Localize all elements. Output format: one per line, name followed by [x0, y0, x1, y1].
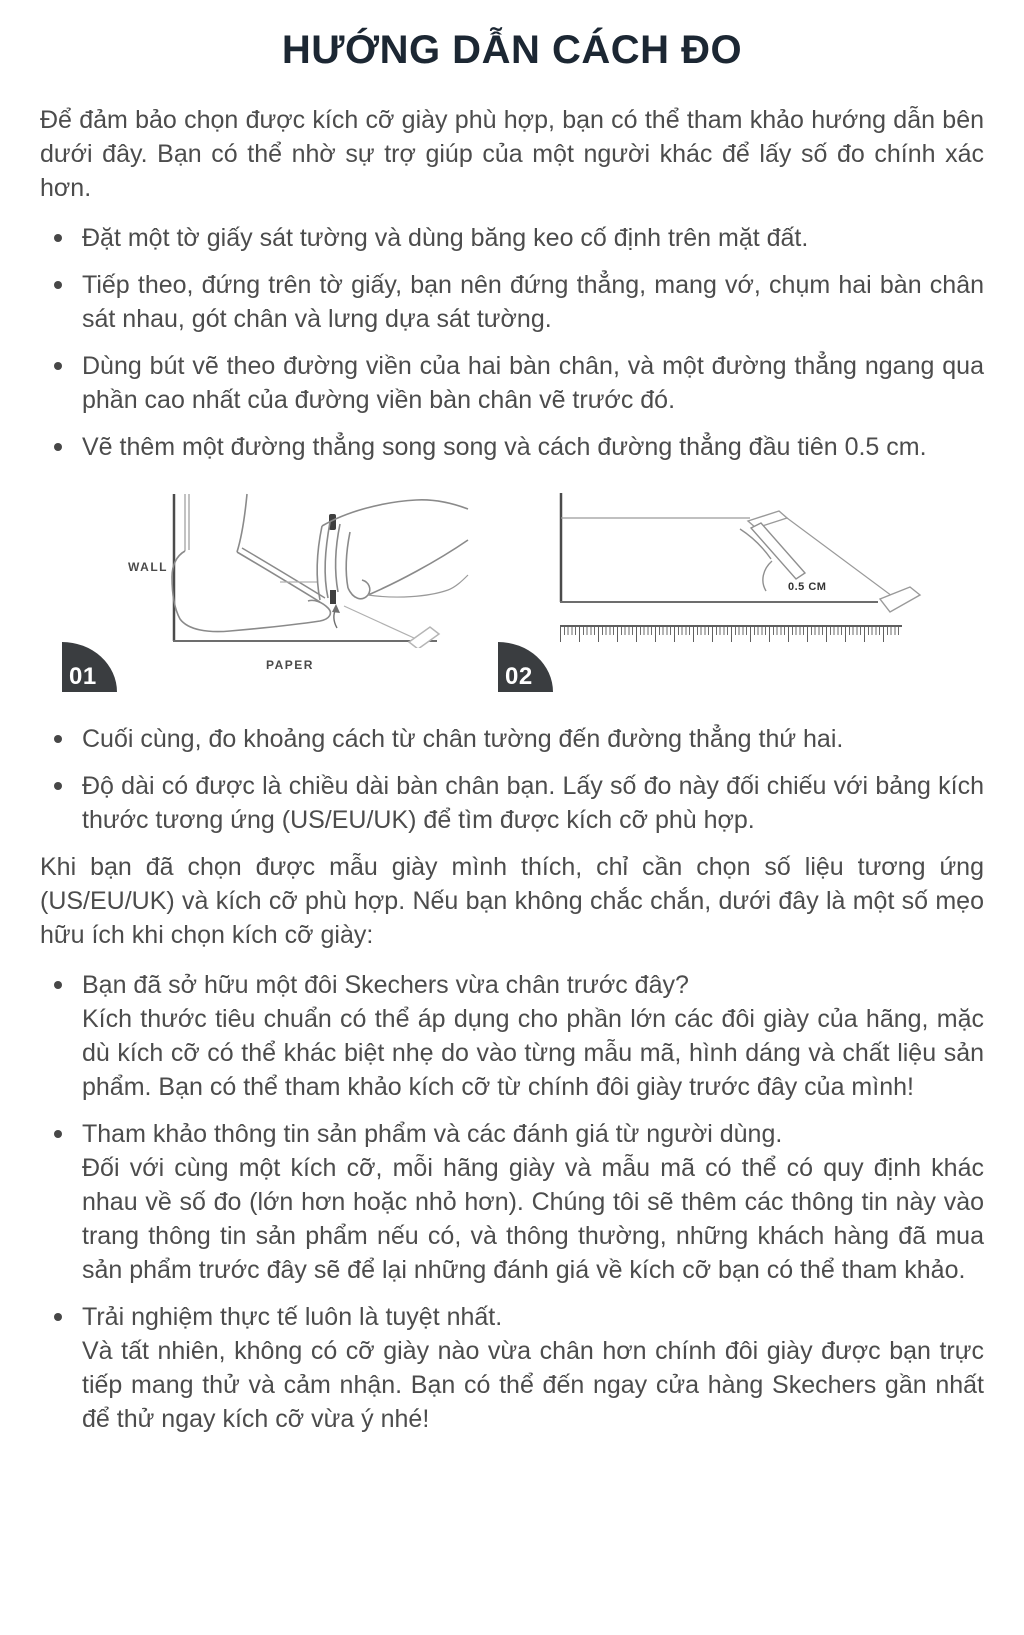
measure-step-item: Đặt một tờ giấy sát tường và dùng băng keo cố định trên mặt đất. [82, 221, 984, 255]
tip-item [82, 968, 984, 1104]
figure-2-number: 02 [505, 663, 533, 690]
tips-intro-paragraph: Khi bạn đã chọn được mẫu giày mình thích, chỉ cần chọn số liệu tương ứng (US/EU/UK) và kích cỡ phù hợp. Nếu bạn không chắc chắn, dưới đây là một số mẹo hữu ích khi chọn kích cỡ giày: [40, 853, 984, 949]
instruction-figures [40, 480, 984, 694]
tip-heading: Tham khảo thông tin sản phẩm và các đánh giá từ người dùng. [82, 1120, 783, 1148]
measure-step-item: Tiếp theo, đứng trên tờ giấy, bạn nên đứng thẳng, mang vớ, chụm hai bàn chân sát nhau, gót chân và lưng dựa sát tường. [82, 268, 984, 336]
figure-1-number: 01 [69, 663, 97, 690]
measure-step-item: Dùng bút vẽ theo đường viền của hai bàn chân, và một đường thẳng ngang qua phần cao nhất của đường viền bàn chân vẽ trước đó. [82, 349, 984, 417]
measure-step-item: Cuối cùng, đo khoảng cách từ chân tường đến đường thẳng thứ hai. [82, 722, 984, 756]
intro-paragraph: Để đảm bảo chọn được kích cỡ giày phù hợp, bạn có thể tham khảo hướng dẫn bên dưới đây. Bạn có thể nhờ sự trợ giúp của một người khác để lấy số đo chính xác hơn. [40, 106, 984, 202]
tip-body: Và tất nhiên, không có cỡ giày nào vừa chân hơn chính đôi giày được bạn trực tiếp mang thử và cảm nhận. Bạn có thể đến ngay cửa hàng Skechers gần nhất để thử ngay kích cỡ vừa ý nhé! [82, 1337, 984, 1433]
tip-item [82, 1117, 984, 1287]
measure-steps-list [40, 221, 984, 464]
tip-body: Kích thước tiêu chuẩn có thể áp dụng cho phần lớn các đôi giày của hãng, mặc dù kích cỡ có thể khác biệt nhẹ do vào từng mẫu mã, hình dáng và chất liệu sản phẩm. Bạn có thể tham khảo kích cỡ từ chính đôi giày trước đây của mình! [82, 1005, 984, 1101]
paper-ruler-illustration [558, 488, 938, 623]
result-steps-list [40, 722, 984, 837]
tip-item [82, 1300, 984, 1436]
tip-heading: Bạn đã sở hữu một đôi Skechers vừa chân trước đây? [82, 971, 689, 999]
measure-step-item: Độ dài có được là chiều dài bàn chân bạn. Lấy số đo này đối chiếu với bảng kích thước tương ứng (US/EU/UK) để tìm được kích cỡ phù hợp. [82, 769, 984, 837]
page-title: HƯỚNG DẪN CÁCH ĐO [281, 28, 743, 72]
figure-2-badge [498, 642, 553, 692]
figure-1-badge [62, 642, 117, 692]
tips-list [40, 968, 984, 1436]
wall-label: WALL [128, 560, 168, 574]
tip-heading: Trải nghiệm thực tế luôn là tuyệt nhất. [82, 1303, 503, 1331]
gap-0-5cm-label: 0.5 CM [788, 581, 827, 593]
ruler-graphic [560, 625, 902, 642]
tip-body: Đối với cùng một kích cỡ, mỗi hãng giày và mẫu mã có thể có quy định khác nhau về số đo (lớn hơn hoặc nhỏ hơn). Chúng tôi sẽ thêm các thông tin này vào trang thông tin sản phẩm nếu có, và thông thường, những khách hàng đã mua sản phẩm trước đây sẽ để lại những đánh giá về kích cỡ bạn có thể tham khảo. [82, 1154, 984, 1284]
measure-step-item: Vẽ thêm một đường thẳng song song và cách đường thẳng đầu tiên 0.5 cm. [82, 430, 984, 464]
paper-label: PAPER [266, 658, 314, 672]
